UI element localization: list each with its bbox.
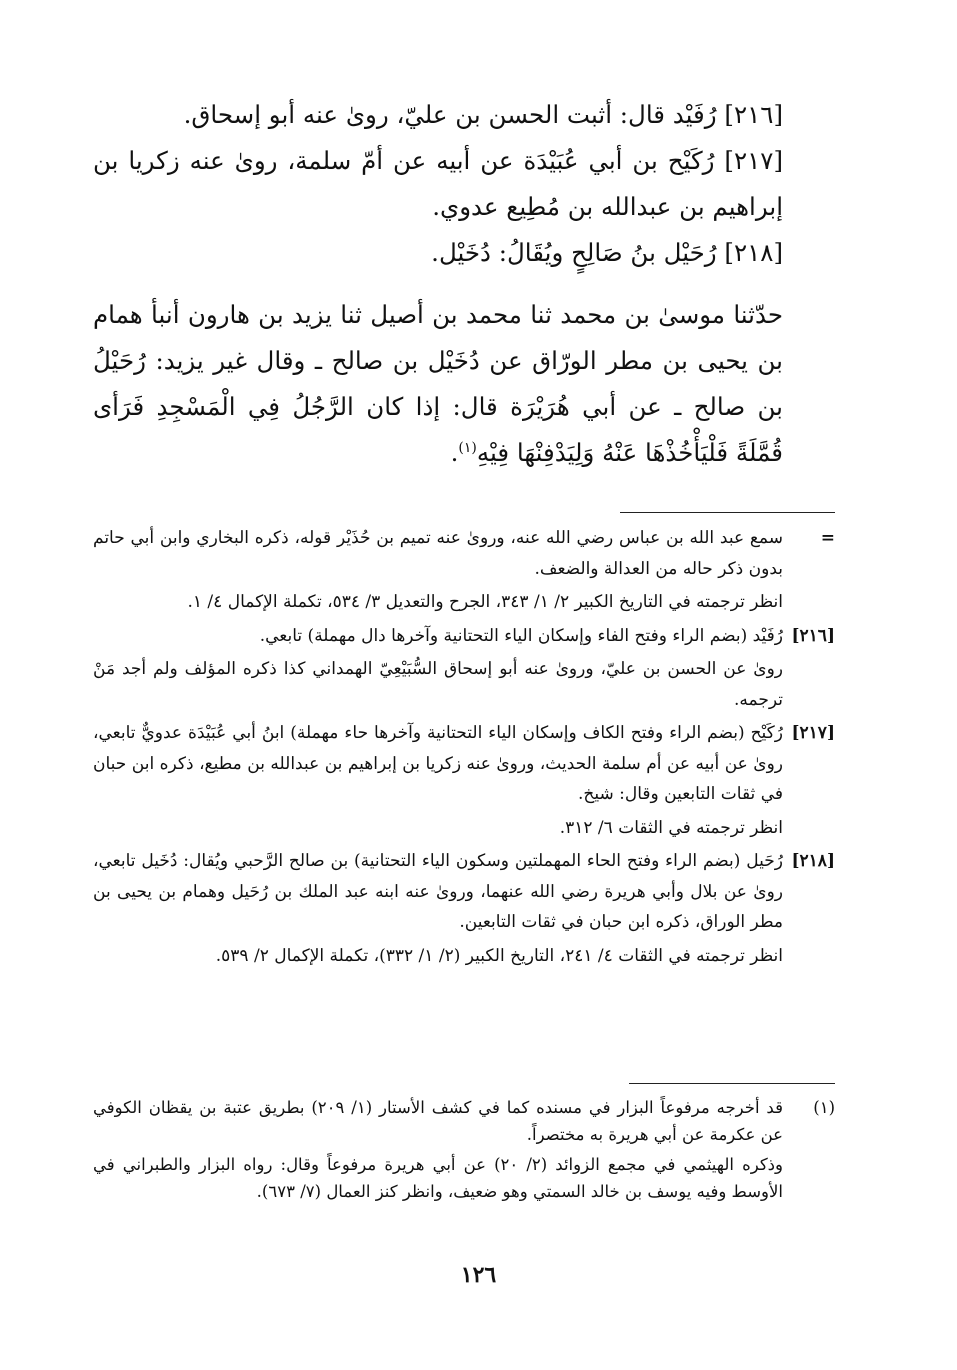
note-label: = <box>820 528 835 548</box>
note-body <box>93 718 783 843</box>
note-paragraph: انظر ترجمته في الثقات ٦/ ٣١٢. <box>559 817 783 838</box>
notes-divider <box>620 512 835 513</box>
note-paragraph: رُكَيْح (بضم الراء وفتح الكاف وإسكان الياء التحتانية وآخرها حاء مهملة) ابنُ أبي عُبَيْدَة عدويٌّ تابعي، روىٰ عن أبيه عن أم سلمة الحديث، وروىٰ عنه زكريا بن إبراهيم بن عبدالله بن مطيع، ذكره ابن حبان في ثقات التابعين وقال: شيخ. <box>93 723 783 804</box>
note-paragraph: روىٰ عن الحسن بن عليّ، وروىٰ عنه أبو إسحاق السُّبَيْعِيّ الهمداني كذا ذكره المؤلف ولم أجد مَنْ ترجمه. <box>93 659 783 710</box>
note-paragraph: رُفَيْد (بضم الراء وفتح الفاء وإسكان الياء التحتانية وآخرها دال مهملة) تابعي. <box>259 625 783 646</box>
note-paragraph: سمع عبد الله بن عباس رضي الله عنه، وروىٰ عنه تميم بن حُذَيْر قوله، ذكره البخاري وابن أبي حاتم بدون ذكر حاله من العدالة والضعف. <box>93 528 783 579</box>
notes-section <box>93 523 835 974</box>
note-label: [٢١٧] <box>791 723 835 743</box>
note-continued <box>93 523 835 618</box>
page-number: ١٢٦ <box>460 1262 497 1288</box>
hadith-end: . <box>450 438 459 467</box>
entry-218: [٢١٨] رُحَيْل بنُ صَالِحٍ ويُقَالُ: دُخَيْل. <box>431 238 783 267</box>
hadith-paragraph <box>93 292 835 476</box>
note-218 <box>93 846 835 971</box>
hadith-footnote-ref: (١) <box>458 439 477 456</box>
note-216 <box>93 621 835 716</box>
note-label: [٢١٨] <box>791 851 835 871</box>
hadith-text: حدّثنا موسىٰ بن محمد ثنا محمد بن أصيل ثنا يزيد بن هارون أنبأ همام بن يحيى بن مطر الورّاق عن دُخَيْل بن صالح ـ وقال غير يزيد: رُحَيْلُ بن صالح ـ عن أبي هُرَيْرَة قال: إذا كان الرَّجُلُ فِي الْمَسْجِدِ فَرَأى قُمَّلَةً فَلْيَأْخُذْهَا عَنْهُ وَلِيَدْفِنْهَا فِيْهِ <box>93 300 783 467</box>
note-paragraph: انظر ترجمته في التاريخ الكبير ٢/ ١/ ٣٤٣، الجرح والتعديل ٣/ ٥٣٤، تكملة الإكمال ٤/ ١. <box>187 592 783 612</box>
note-body <box>93 523 783 618</box>
note-paragraph: رُحَيل (بضم الراء وفتح الحاء المهملتين وسكون الياء التحتانية) بن صالح الرَّحبي ويُقال: دُخَيل تابعي، روىٰ عن بلال وأبي هريرة رضي الله عنهما، وروىٰ عنه ابنه عبد الملك بن رُحَيل وهمام بن يحيى بن مطر الوراق، ذكره ابن حبان في ثقات التابعين. <box>93 851 783 932</box>
footnote-body <box>93 1094 783 1205</box>
footnote-label: (١) <box>813 1098 835 1117</box>
main-text <box>93 92 835 476</box>
footnotes-section <box>93 1094 835 1208</box>
note-217 <box>93 718 835 843</box>
footnotes-divider <box>629 1083 835 1084</box>
footnote-paragraph: وذكره الهيثمي في مجمع الزوائد (٢/ ٢٠) عن أبي هريرة مرفوعاً وقال: رواه البزار والطبراني في الأوسط وفيه يوسف بن خالد السمتي وهو ضعيف، وانظر كنز العمال (٧/ ٦٧٣). <box>93 1155 783 1201</box>
entry-217: [٢١٧] رُكَيْح بن أبي عُبَيْدَة عن أبيه عن أمّ سلمة، روىٰ عنه زكريا بن إبراهيم بن عبدالله بن مُطِيع عدوي. <box>93 146 783 221</box>
footnote-1 <box>93 1094 835 1205</box>
entry-216: [٢١٦] رُفَيْد قال: أثبت الحسن بن عليّ، روىٰ عنه أبو إسحاق. <box>183 100 783 129</box>
note-body <box>93 621 783 716</box>
note-paragraph: انظر ترجمته في الثقات ٤/ ٢٤١، التاريخ الكبير (٢/ ١/ ٣٣٢)، تكملة الإكمال ٢/ ٥٣٩. <box>215 945 783 966</box>
footnote-paragraph: قد أخرجه مرفوعاً البزار في مسنده كما في كشف الأستار (١/ ٢٠٩) بطريق عتبة بن يقظان الكوفي عن عكرمة عن أبي هريرة به مختصراً. <box>93 1098 783 1144</box>
note-label: [٢١٦] <box>791 625 835 646</box>
note-body <box>93 846 783 971</box>
